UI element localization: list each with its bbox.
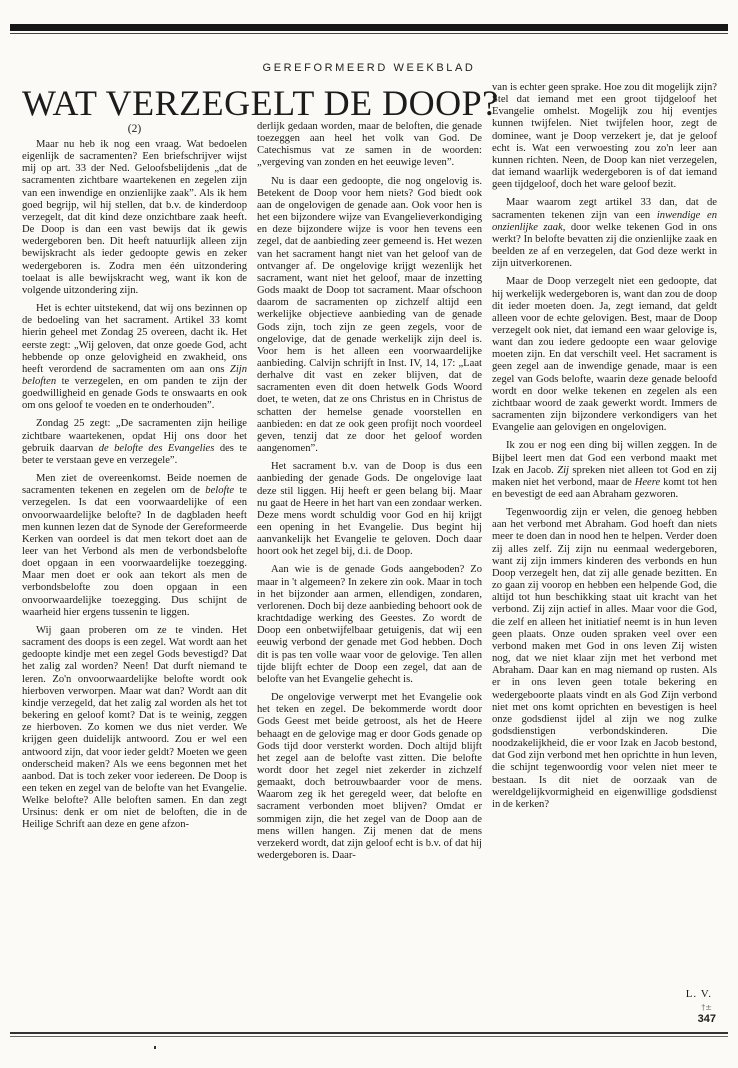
column-1 (22, 139, 247, 1014)
column-3 (492, 82, 717, 987)
paragraph: Het sacrament b.v. van de Doop is dus een aanbieding der genade Gods. De ongelovige laat deze stil liggen. Hij heeft er geen belang bij. Maar nu gaat de Heere in het hart van een zondaar werken. Deze mens wordt schuldig voor God en hij krijgt een opening in het Evangelie. Dus begint hij aanvankelijk het Evangelie te geloven. Doch daar hoort ook het zegel bij, d.i. de Doop. (257, 461, 482, 558)
printer-mark: †± (701, 1003, 712, 1012)
paragraph: Maar de Doop verzegelt niet een gedoopte, dat hij werkelijk wedergeboren is, want dan zou de doop dit ieder moeten doen. Ja, zegt iemand, dat geldt alleen voor de echte gelovigen. Best, maar de Doop verzegelt ook niet, dat iemand een waar gelovige is, want dan zou iedere gedoopte een waar gelovige moeten zijn. En dat verschilt veel. Het sacrament is geen zegel aan de inwendige genade, maar is een zegel van Gods belofte, waarin deze genade beloofd wordt en door welke tekenen en zegelen als een zichtbaar woord de zaak gewerkt wordt. Immers de sacramenten zijn bijzondere verkondigers van het Evangelie aan gelovigen en ongelovigen. (492, 276, 717, 434)
author-signature: L. V. (685, 988, 712, 1000)
paragraph: Maar nu heb ik nog een vraag. Wat bedoelen eigenlijk de sacramenten? Een briefschrijver wijst mij op art. 33 der Ned. Geloofsbelijdenis „dat de sacramenten zichtbare waartekenen en zegelen zijn van een inwendige en onzienlijke zaak”. Als ik hem goed begrijp, wil hij stellen, dat b.v. de kinderdoop verzegelt, dat dit kind deze onzichtbare zaak heeft. De Doop is dan een vast bewijs dat ik gewis wedergeboren ben. Dit heeft natuurlijk alleen zijn bewijskracht als ieder gedoopte gewis en zeker wedergeboren is. Zodra men één uitzondering toelaat is alle bewijskracht weg, want ik kon de volgende uitzondering zijn. (22, 139, 247, 296)
paragraph: derlijk gedaan worden, maar de beloften, die genade toezeggen aan heel het volk van God. De Catechismus vat ze samen in de woorden: „vergeving van zonden en het eeuwige leven”. (257, 121, 482, 169)
bottom-rule (10, 1032, 728, 1034)
article-title: WAT VERZEGELT DE DOOP? (22, 83, 499, 123)
bottom-rule-thin (10, 1036, 728, 1037)
emphasis: Zij (557, 464, 569, 476)
paragraph: Wij gaan proberen om ze te vinden. Het sacrament des doops is een zegel. Wat wordt aan het gedoopte kindje met een zegel Gods bevestigd? Dat het zalig zal worden? Neen! Dat durft niemand te leren. Zo'n onvoorwaardelijke belofte wordt ook hierboven verworpen. Maar wat dan? Wordt aan dit kindje verzegeld, dat het zalig zal worden als het tot bekering en geloof komt? Dat is te weinig, zeggen ze hierboven. Zo komen we dus niet verder. We krijgen geen duidelijk antwoord. Zou er wel een antwoord zijn, dat voor ieder geldt? Moeten we geen onderscheid maken? Als we eens begonnen met het aanbod. Dat is toch zeker voor iedereen. De Doop is een teken en zegel van de belofte van het Evangelie. Welke belofte? Alle beloften samen. En dan zegt Ursinus: denk er om niet de beloften, die in de Heilige Schrift aan deze en gene afzon- (22, 624, 247, 831)
paragraph: Nu is daar een gedoopte, die nog ongelovig is. Betekent de Doop voor hem niets? God biedt ook aan de ongelovigen de genade aan. Ook voor hen is het een bijzondere wijze van Evangelieverkondiging en deze bijzondere wijze is voor hen tevens een zegel, dat de aanbieding zeer gemeend is. Het wezen van het sacrament hangt niet van het geloof van de ontvanger af. De ongelovige krijgt wezenlijk het sacrament, want niet het geloof, maar de inzetting Gods maakt de Doop tot sacrament. Maar ofschoon daarom de sacramenten op zichzelf altijd een werkelijke objectieve aanbieding van de genade Gods zijn, toch zijn ze geen zegels, voor de ongelovige, dat de genade werkelijk zijn deel is. Voor hem is het alleen een voorwaardelijke aanbieding. Calvijn schrijft in Inst. IV, 14, 17: „Laat derhalve dit vast en zeker blijven, dat de sacramenten even dit doen hetwelk Gods Woord doet, te weten, dat ze ons Christus en in Christus de schatten der hemelse genade voorstellen en aanbieden: en dat ze ook geen profijt noch voordeel geven, tenzij dat ze door het geloof worden aangenomen”. (257, 175, 482, 455)
paragraph: Men ziet de overeenkomst. Beide noemen de sacramenten tekenen en zegelen om de belofte te verzegelen. Is dat een voorwaardelijke of een onvoorwaardelijke belofte? In de dagbladen heeft men kunnen lezen dat de Synode der Gereformeerde Kerken van oordeel is dat men tekort doet aan de leer van het Verbond als men de verbondsbelofte doet opgaan in een voorwaardelijke toezegging. Maar men doet er ook aan tekort als men de verbondsbelofte zou doen opgaan in een onvoorwaardelijke toezegging. Dus schijnt de waarheid hier ergens tussenin te liggen. (22, 473, 247, 618)
emphasis: inwendige en onzienlijke zaak, (492, 209, 717, 233)
emphasis: de belofte des Evangelies (98, 442, 215, 454)
emphasis: belofte (205, 485, 235, 497)
paragraph: Ik zou er nog een ding bij willen zeggen. In de Bijbel leert men dat God een verbond maakt met Izak en Jacob. Zij spreken niet alleen tot God en zij maken niet het verbond, maar de Heere komt tot hen en bevestigt de eed aan Abraham gezworen. (492, 440, 717, 500)
paragraph: van is echter geen sprake. Hoe zou dit mogelijk zijn? Stel dat iemand met een groot tijdgeloof het Evangelie omhelst. Mogelijk zou hij eventjes kunnen twijfelen. Niet twijfelen hoor, zegt de dominee, want je Doop verzekert je, dat je geloof echt is. Wat een verwoesting zou zo'n leer aan kunnen richten. Neen, de Doop kan niet verzegelen, dat iemand waarlijk wedergeboren is of dat iemand geen tijdgeloof, doch het ware geloof bezit. (492, 82, 717, 191)
top-rule (10, 24, 728, 31)
paragraph: Tegenwoordig zijn er velen, die genoeg hebben aan het verbond met Abraham. God hoeft dan niets meer te doen dan in nood hen te helpen. Verder doen zij alles zelf. Zij zijn nu eenmaal wedergeboren, want zij zijn immers kinderen des verbonds en hun Doop verzegelt hen, dat zij alle genade bezitten. En zo gaan zij voorop en hebben een helpende God, die altijd tot hun beschikking staat uit kracht van het verbond. Zij zijn actief in alles. Maar voor die God, die zelf en alleen het initiatief neemt is in hun leven geen plaats. Onze ouden spraken veel over een verbond maken met God in ons leven Zij wisten nog, dat we niet klaar zijn met het verbond met Abraham. Daar kan en mag niemand op rusten. Als er in ons leven geen totale bekering en wedergeboorte plaats vindt en als God Zijn verbond niet met ons komt oprichten en bevestigen is heel onze godsdienst ijdel al zijn we nog zulke godsdienstigen verbondskinderen. Die noodzakelijkheid, die er voor Izak en Jacob bestond, dat God zijn verbond met hen oprichtte in hun leven, die schijnt tegenwoordig voor velen niet meer te bestaan. Is dit niet de oorzaak van de wereldgelijkvormigheid en eigenwillige godsdienst in de kerken? (492, 507, 717, 810)
column-2 (257, 121, 482, 1014)
paragraph: Zondag 25 zegt: „De sacramenten zijn heilige zichtbare waartekenen, opdat Hij ons door het gebruik daarvan de belofte des Evangelies des te beter te verstaan geve en verzegele”. (22, 418, 247, 466)
page-number: 347 (697, 1013, 716, 1025)
paragraph: Aan wie is de genade Gods aangeboden? Zo maar in 't algemeen? In zekere zin ook. Maar in toch in het bijzonder aan armen, ellendigen, zondaren, verlorenen. Doch bij deze aanbieding behoort ook de krachtdadige werking des Geestes. Zo wordt de Doop een onbetwijfelbaar getuigenis, dat wij een eeuwig verbond der genade met God hebben. Doch dit is pas ten volle waar voor de gelovige. Ten allen tijde blijft echter de Doop een zegel, dat aan de belofte van het Evangelie gehecht is. (257, 564, 482, 685)
masthead: GEREFORMEERD WEEKBLAD (262, 62, 476, 74)
paragraph: Het is echter uitstekend, dat wij ons bezinnen op de bedoeling van het sacrament. Artikel 33 komt hierin geheel met Zondag 25 overeen, dacht ik. Het eerste zegt: „Wij geloven, dat onze goede God, acht hebbende op onze gelovigheid en zwakheid, ons heeft verordend de sacramenten om aan ons Zijn beloften te verzegelen, en om panden te zijn der goedwilligheid en genade Gods te onswaarts en ook om ons geloof te voeden en te onderhouden”. (22, 303, 247, 412)
emphasis: Heere (634, 476, 661, 488)
print-speck (154, 1046, 156, 1049)
article-part-number: (2) (127, 123, 142, 135)
paragraph: Maar waarom zegt artikel 33 dan, dat de sacramenten tekenen zijn van een inwendige en onzienlijke zaak, door welke tekenen God in ons werkt? In belofte bevatten zij die onzienlijke zaak en beelden ze af en verzegelen, dat God deze werkt in zijn uitverkorenen. (492, 197, 717, 270)
paragraph: De ongelovige verwerpt met het Evangelie ook het teken en zegel. De bekommerde wordt door Gods Geest met beide getroost, als het de Heere behaagt en de gelovige mag er door Gods genade op Gods tijd door versterkt worden. Doch altijd blijft het zegel aan de belofte vast zitten. Die belofte wordt door het zegel niet zekerder in zichzelf gemaakt, doch betrouwbaarder voor de mens. Waarom zeg ik het geregeld weer, dat belofte en sacrament verbonden moet blijven? Omdat er sommigen zijn, die het zegel van de Doop aan de mens willen hangen. Zij menen dat de mens verzekerd wordt, dat zijn geloof echt is b.v. of dat hij wedergeboren is. Daar- (257, 692, 482, 862)
top-rule-thin (10, 33, 728, 34)
emphasis: Zijn beloften (22, 363, 247, 387)
